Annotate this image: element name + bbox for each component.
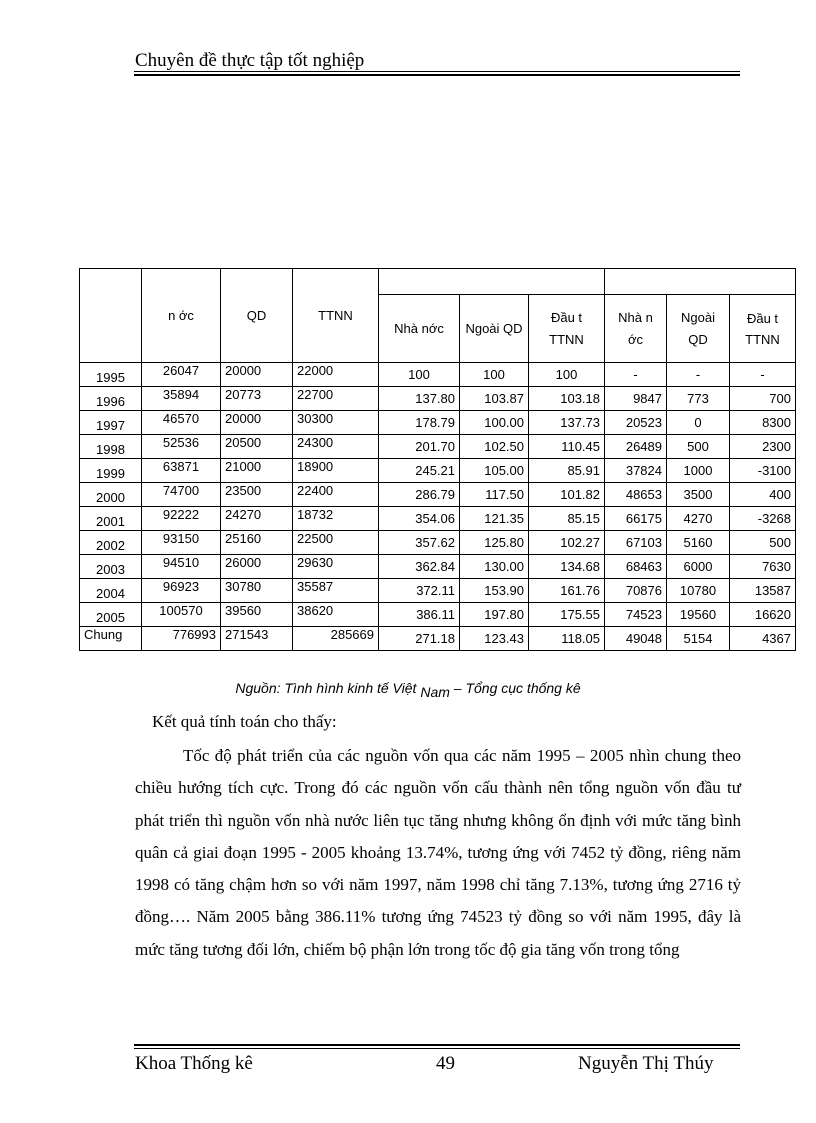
table-header-group-row bbox=[80, 269, 796, 295]
table-cell: 22500 bbox=[293, 531, 379, 555]
table-cell: 49048 bbox=[605, 627, 667, 651]
table-cell: 153.90 bbox=[460, 579, 529, 603]
table-cell: 773 bbox=[667, 387, 730, 411]
table-cell: 103.18 bbox=[529, 387, 605, 411]
header-group-growth-index bbox=[379, 269, 605, 295]
header-cell-state: n ớc bbox=[142, 269, 221, 363]
table-cell: 118.05 bbox=[529, 627, 605, 651]
table-cell: 74523 bbox=[605, 603, 667, 627]
table-cell: 271.18 bbox=[379, 627, 460, 651]
table-cell: 70876 bbox=[605, 579, 667, 603]
table-cell: 134.68 bbox=[529, 555, 605, 579]
table-cell: 4270 bbox=[667, 507, 730, 531]
table-cell: 20000 bbox=[221, 363, 293, 387]
table-cell: 500 bbox=[730, 531, 796, 555]
table-cell: 776993 bbox=[142, 627, 221, 651]
table-cell: 23500 bbox=[221, 483, 293, 507]
table-cell: 102.27 bbox=[529, 531, 605, 555]
table-cell: 46570 bbox=[142, 411, 221, 435]
table-cell: 117.50 bbox=[460, 483, 529, 507]
header-group-absolute-increase bbox=[605, 269, 796, 295]
table-cell: -3268 bbox=[730, 507, 796, 531]
table-cell: 6000 bbox=[667, 555, 730, 579]
year-cell: 1999 bbox=[80, 459, 142, 483]
table-cell: 20000 bbox=[221, 411, 293, 435]
results-intro: Kết quả tính toán cho thấy: bbox=[152, 712, 337, 731]
table-cell: 20500 bbox=[221, 435, 293, 459]
header-cell-nonstate: QD bbox=[221, 269, 293, 363]
table-cell: 25160 bbox=[221, 531, 293, 555]
table-cell: 201.70 bbox=[379, 435, 460, 459]
table-row bbox=[80, 387, 796, 411]
table-cell: 100570 bbox=[142, 603, 221, 627]
table-cell: 37824 bbox=[605, 459, 667, 483]
table-cell: 357.62 bbox=[379, 531, 460, 555]
table-cell: 285669 bbox=[293, 627, 379, 651]
capital-growth-table bbox=[79, 268, 796, 651]
table-cell: 85.15 bbox=[529, 507, 605, 531]
footer-rule-top bbox=[134, 1044, 740, 1046]
table-cell: 74700 bbox=[142, 483, 221, 507]
source-subscript: Nam bbox=[420, 684, 450, 700]
header-rule-top bbox=[134, 71, 740, 72]
table-cell: 102.50 bbox=[460, 435, 529, 459]
table-cell: 125.80 bbox=[460, 531, 529, 555]
table-cell: 3500 bbox=[667, 483, 730, 507]
table-cell: 16620 bbox=[730, 603, 796, 627]
table-cell: 26047 bbox=[142, 363, 221, 387]
table-cell: 100.00 bbox=[460, 411, 529, 435]
table-cell: 123.43 bbox=[460, 627, 529, 651]
year-cell: 1996 bbox=[80, 387, 142, 411]
table-row bbox=[80, 627, 796, 651]
sub-header-cell: Ngoài QD bbox=[460, 295, 529, 363]
table-cell: 96923 bbox=[142, 579, 221, 603]
table-row bbox=[80, 363, 796, 387]
table-row bbox=[80, 579, 796, 603]
table-cell: 5160 bbox=[667, 531, 730, 555]
year-cell: 1998 bbox=[80, 435, 142, 459]
table-cell: 20773 bbox=[221, 387, 293, 411]
header-year-cell bbox=[80, 269, 142, 363]
table-cell: 24270 bbox=[221, 507, 293, 531]
sub-header-cell: Đầu t TTNN bbox=[730, 295, 796, 363]
year-cell: 1997 bbox=[80, 411, 142, 435]
table-cell: 63871 bbox=[142, 459, 221, 483]
footer-page-number: 49 bbox=[436, 1053, 455, 1074]
table-cell: 24300 bbox=[293, 435, 379, 459]
table-cell: 8300 bbox=[730, 411, 796, 435]
table-cell: - bbox=[730, 363, 796, 387]
table-cell: 2300 bbox=[730, 435, 796, 459]
table-cell: 245.21 bbox=[379, 459, 460, 483]
table-cell: 38620 bbox=[293, 603, 379, 627]
footer-rule-bottom bbox=[134, 1048, 740, 1049]
sub-header-cell: Nhà nớc bbox=[379, 295, 460, 363]
table-cell: 35894 bbox=[142, 387, 221, 411]
table-cell: 92222 bbox=[142, 507, 221, 531]
table-cell: 7630 bbox=[730, 555, 796, 579]
sub-header-cell: Nhà n ớc bbox=[605, 295, 667, 363]
table-cell: 286.79 bbox=[379, 483, 460, 507]
table-cell: 400 bbox=[730, 483, 796, 507]
table-cell: 52536 bbox=[142, 435, 221, 459]
table-row bbox=[80, 459, 796, 483]
sub-header-cell: Đầu t TTNN bbox=[529, 295, 605, 363]
table-row bbox=[80, 483, 796, 507]
table-cell: 175.55 bbox=[529, 603, 605, 627]
table-cell: 386.11 bbox=[379, 603, 460, 627]
table-cell: 29630 bbox=[293, 555, 379, 579]
year-cell: 2005 bbox=[80, 603, 142, 627]
table-cell: 22400 bbox=[293, 483, 379, 507]
table-cell: 9847 bbox=[605, 387, 667, 411]
table-row bbox=[80, 411, 796, 435]
table-cell: 85.91 bbox=[529, 459, 605, 483]
table-cell: 103.87 bbox=[460, 387, 529, 411]
table-row bbox=[80, 507, 796, 531]
table-cell: 26489 bbox=[605, 435, 667, 459]
table-row bbox=[80, 435, 796, 459]
source-caption bbox=[0, 680, 816, 700]
table-row bbox=[80, 603, 796, 627]
footer-author: Nguyễn Thị Thúy bbox=[578, 1053, 714, 1074]
table-cell: 66175 bbox=[605, 507, 667, 531]
table-cell: 178.79 bbox=[379, 411, 460, 435]
year-cell: 2004 bbox=[80, 579, 142, 603]
year-cell: Chung bbox=[80, 627, 142, 651]
table-cell: 10780 bbox=[667, 579, 730, 603]
table-cell: 101.82 bbox=[529, 483, 605, 507]
table-cell: 22700 bbox=[293, 387, 379, 411]
table-cell: 500 bbox=[667, 435, 730, 459]
table-cell: 30780 bbox=[221, 579, 293, 603]
table-cell: 5154 bbox=[667, 627, 730, 651]
table-cell: 20523 bbox=[605, 411, 667, 435]
source-suffix: – Tổng cục thống kê bbox=[449, 680, 581, 696]
table-row bbox=[80, 555, 796, 579]
table-cell: - bbox=[667, 363, 730, 387]
table-cell: 39560 bbox=[221, 603, 293, 627]
table-cell: 137.73 bbox=[529, 411, 605, 435]
table-cell: 105.00 bbox=[460, 459, 529, 483]
table-cell: 13587 bbox=[730, 579, 796, 603]
table-cell: 197.80 bbox=[460, 603, 529, 627]
table-cell: 372.11 bbox=[379, 579, 460, 603]
table-row bbox=[80, 531, 796, 555]
year-cell: 1995 bbox=[80, 363, 142, 387]
table-cell: 110.45 bbox=[529, 435, 605, 459]
table-cell: 22000 bbox=[293, 363, 379, 387]
sub-header-cell: Ngoài QD bbox=[667, 295, 730, 363]
table-cell: 271543 bbox=[221, 627, 293, 651]
table-cell: - bbox=[605, 363, 667, 387]
table-cell: 19560 bbox=[667, 603, 730, 627]
table-cell: 137.80 bbox=[379, 387, 460, 411]
body-paragraph bbox=[135, 740, 741, 966]
table-cell: 100 bbox=[529, 363, 605, 387]
table-cell: 121.35 bbox=[460, 507, 529, 531]
year-cell: 2002 bbox=[80, 531, 142, 555]
year-cell: 2003 bbox=[80, 555, 142, 579]
table-cell: 93150 bbox=[142, 531, 221, 555]
footer-faculty: Khoa Thống kê bbox=[135, 1053, 253, 1074]
table-cell: 1000 bbox=[667, 459, 730, 483]
page-header-title: Chuyên đề thực tập tốt nghiệp bbox=[135, 50, 365, 71]
table-cell: 18900 bbox=[293, 459, 379, 483]
year-cell: 2001 bbox=[80, 507, 142, 531]
table-cell: 94510 bbox=[142, 555, 221, 579]
table-cell: 4367 bbox=[730, 627, 796, 651]
table-cell: 100 bbox=[460, 363, 529, 387]
table-cell: 67103 bbox=[605, 531, 667, 555]
table-cell: 161.76 bbox=[529, 579, 605, 603]
table-cell: 21000 bbox=[221, 459, 293, 483]
table-cell: 18732 bbox=[293, 507, 379, 531]
table-cell: -3100 bbox=[730, 459, 796, 483]
source-prefix: Nguồn: Tình hình kinh tế Việt bbox=[235, 680, 421, 696]
paragraph-text: Tốc độ phát triển của các nguồn vốn qua các năm 1995 – 2005 nhìn chung theo chiều hướng tích cực. Trong đó các nguồn vốn cấu thành nên tổng nguồn vốn đầu tư phát triển thì nguồn vốn nhà nước liên tục tăng nhưng không ổn định với mức tăng bình quân cả giai đoạn 1995 - 2005 khoảng 13.74%, tương ứng với 7452 tỷ đồng, riêng năm 1998 có tăng chậm hơn so với năm 1997, năm 1998 chỉ tăng 7.13%, tương ứng 2716 tỷ đồng…. Năm 2005 bằng 386.11% tương ứng 74523 tỷ đồng so với năm 1995, đây là mức tăng tương đối lớn, chiếm bộ phận lớn trong tốc độ gia tăng vốn trong tổng bbox=[135, 746, 741, 959]
table-cell: 68463 bbox=[605, 555, 667, 579]
table-cell: 700 bbox=[730, 387, 796, 411]
table-cell: 30300 bbox=[293, 411, 379, 435]
table-cell: 100 bbox=[379, 363, 460, 387]
header-cell-fdi: TTNN bbox=[293, 269, 379, 363]
table-cell: 130.00 bbox=[460, 555, 529, 579]
table-cell: 354.06 bbox=[379, 507, 460, 531]
table-cell: 48653 bbox=[605, 483, 667, 507]
header-rule-bottom bbox=[134, 74, 740, 76]
table-cell: 0 bbox=[667, 411, 730, 435]
year-cell: 2000 bbox=[80, 483, 142, 507]
table-cell: 26000 bbox=[221, 555, 293, 579]
table-cell: 35587 bbox=[293, 579, 379, 603]
table-cell: 362.84 bbox=[379, 555, 460, 579]
